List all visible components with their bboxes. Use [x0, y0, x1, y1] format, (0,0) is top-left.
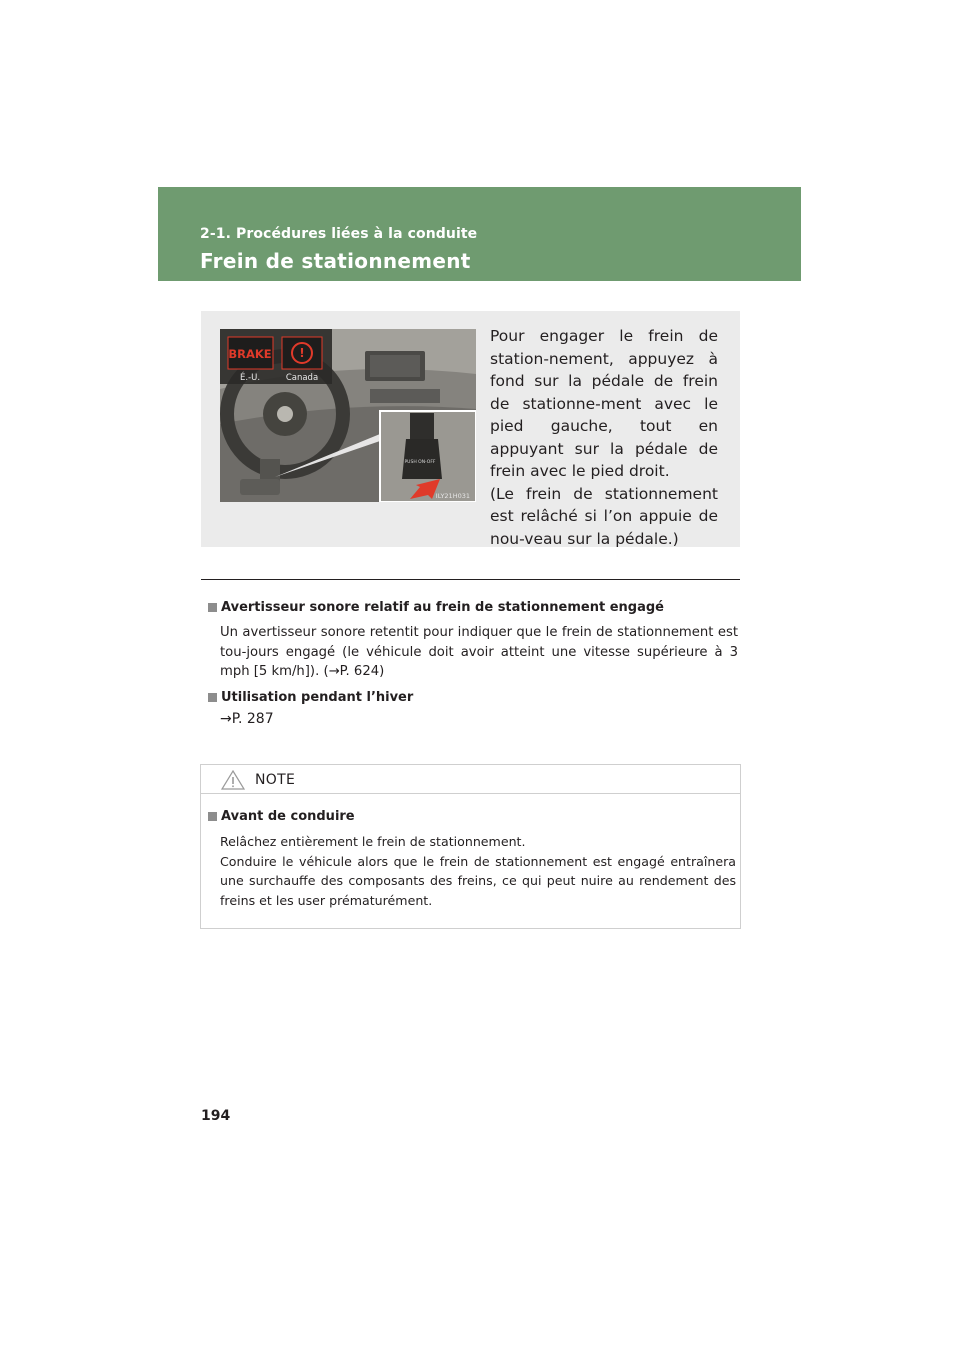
note-header — [201, 765, 740, 794]
region-canada-label: Canada — [285, 373, 319, 383]
page-reference-link[interactable]: →P. 287 — [220, 711, 274, 727]
square-bullet-icon — [208, 693, 217, 702]
info-text — [490, 325, 718, 550]
info-box — [201, 311, 740, 547]
dashboard-illustration — [220, 329, 476, 502]
square-bullet-icon — [208, 603, 217, 612]
note-title: NOTE — [255, 772, 296, 788]
sub-heading: Utilisation pendant l’hiver — [221, 690, 414, 705]
square-bullet-icon — [208, 812, 217, 821]
brake-indicator-label: BRAKE — [228, 347, 272, 361]
warning-triangle-icon — [221, 770, 245, 790]
note-line-2: Conduire le véhicule alors que le frein de stationnement est engagé entraînera une surchauffe des composants des freins, ce qui peut nuire au rendement des freins et les user prématurément. — [220, 853, 736, 908]
page-title: Frein de stationnement — [200, 249, 471, 273]
note-box — [200, 764, 741, 929]
sub-body: Un avertisseur sonore retentit pour indiquer que le frein de stationnement est tou-jours engagé (le véhicule doit avoir atteint une vitesse supérieure à 3 mph [5 km/h]). (→P. 624) — [220, 625, 738, 679]
dashboard-drawing — [220, 329, 476, 502]
page-number: 194 — [201, 1108, 231, 1124]
sub-section-warning-buzzer — [208, 600, 738, 682]
header-band — [158, 187, 801, 281]
pedal-label: PUSH ON-OFF — [404, 460, 436, 465]
svg-text:!: ! — [299, 346, 305, 360]
note-line-1: Relâchez entièrement le frein de stationnement. — [220, 834, 526, 849]
info-paragraph-2: (Le frein de stationnement est relâché si l’on appuie de nou-veau sur la pédale.) — [490, 484, 718, 548]
sub-section-winter — [208, 690, 738, 727]
sub-heading: Avertisseur sonore relatif au frein de stationnement engagé — [221, 600, 664, 615]
section-divider — [201, 579, 740, 580]
illustration-code: ILY21H031 — [435, 492, 470, 500]
section-label: 2-1. Procédures liées à la conduite — [200, 226, 478, 242]
note-heading: Avant de conduire — [221, 809, 355, 824]
info-paragraph-1: Pour engager le frein de station-nement, appuyez à fond sur la pédale de frein de stationne-ment avec le pied gauche, tout en appuyant sur la pédale de frein avec le pied droit. — [490, 327, 718, 480]
region-us-label: É.-U. — [239, 373, 261, 383]
